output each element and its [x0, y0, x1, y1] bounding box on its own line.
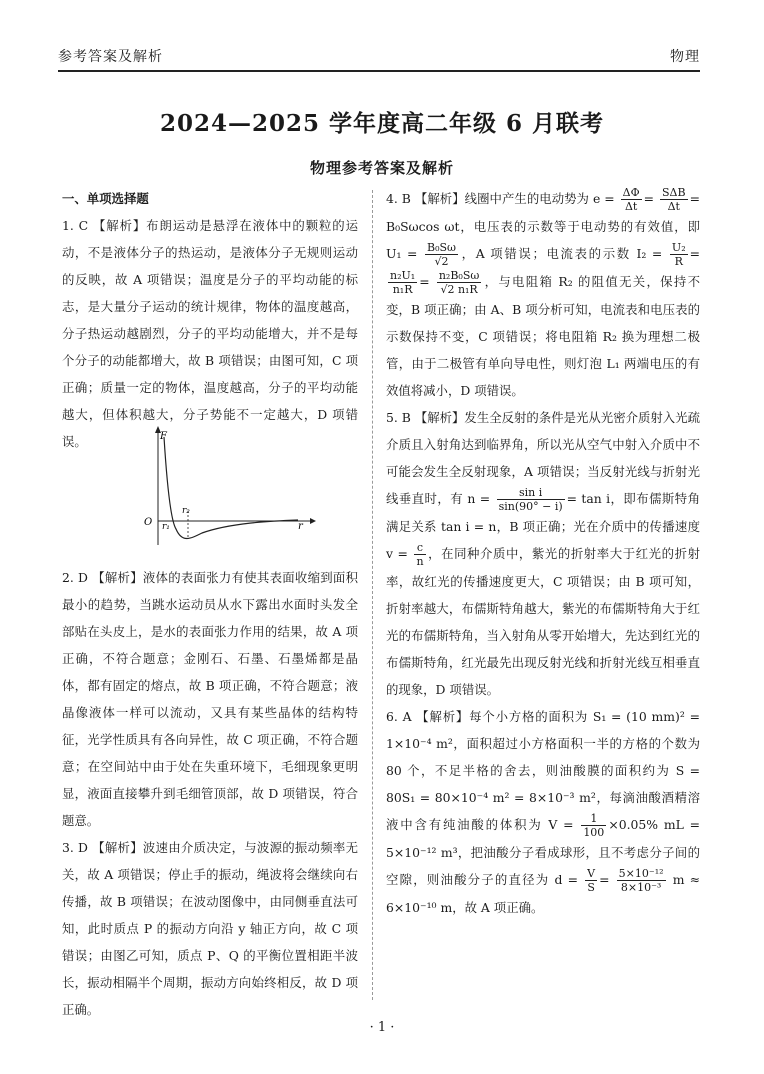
answer-2: 2. D 【解析】液体的表面张力有使其表面收缩到面积最小的趋势，当跳水运动员从水下露出水面时头发全部贴在头皮上，是水的表面张力作用的结果，故 A 项正确，不符合题意；金刚石、石墨、石墨烯都是晶体，都有固定的熔点，故 B 项正确，不符合题意；液晶像液体一样可以流动，又具有某些晶体的结构特征，光学性质具有各向异性，故 C 项正确，不符合题意；在空间站中由于处在失重环境下，毛细现象更明显，液面直接攀升到毛细管顶部，故 D 项错误，符合题意。: [62, 570, 358, 828]
r2-label: r₂: [182, 506, 190, 516]
header-rule: [58, 70, 700, 72]
column-divider: [372, 190, 373, 1000]
origin-label: O: [144, 517, 153, 528]
left-column-lower: [62, 564, 358, 1023]
page-subtitle: 物理参考答案及解析: [309, 159, 454, 177]
answer-1: 1. C 【解析】布朗运动是悬浮在液体中的颗粒的运动，不是液体分子的热运动，是液体分子无规则运动的反映，故 A 项错误；温度是分子的平均动能的标志，是大量分子运动的统计规律，物体的温度越高，分子热运动越剧烈，分子的平均动能增大，并不是每个分子的动能都增大，故 B 项错误；由图可知，C 项正确；质量一定的物体，温度越高，分子的平均动能越大，但体积越大，分子势能不一定越大，D 项错误。: [62, 218, 358, 449]
right-column: [386, 185, 700, 921]
force-distance-graph: [140, 425, 320, 555]
r1-label: r₁: [162, 522, 170, 532]
r-axis-arrow: [310, 518, 316, 524]
r-axis-label: r: [298, 521, 303, 532]
left-column: [62, 185, 358, 455]
section-heading: 一、单项选择题: [62, 191, 149, 206]
page-title: 2024—2025 学年度高二年级 6 月联考: [159, 110, 605, 137]
answer-4: 4. B 【解析】线圈中产生的电动势为 e = $\frac{\Delta\Phi}{\Delta t}$ = SΔB Δt = B₀Sωcos ωt，电压表的示数等于电动势的有效值，即 U₁ = $\frac{\text{B₀Sω}}{√2}$ ，A 项错误；电流表的示数 I₂ = $\frac{\text{U₂}}{R}$ = $\frac{\text{n₂U₁}}{\text{n₁R}}$ = $\frac{\text{n₂B₀Sω}}{\text{√2 n₁R}}$ ，与电阻箱 R₂ 的阻值无关，保持不变，B 项正确；由 A、B 项分析可知，电流表和电压表的示数保持不变，C 项错误；将电阻箱 R₂ 换为理想二极管，由于二极管有单向导电性，则灯泡 L₁ 两端电压的有效值将减小，D 项错误。: [386, 186, 700, 398]
answer-3: 3. D 【解析】波速由介质决定，与波源的振动频率无关，故 A 项错误；停止手的振动，绳波将会继续向右传播，故 B 项错误；在波动图像中，由同侧垂直法可知，此时质点 P 的振动方向沿 y 轴正方向，故 C 项错误；由图乙可知，质点 P、Q 的平衡位置相距半波长，振动相隔半个周期，振动方向始终相反，故 D 项正确。: [62, 840, 358, 1017]
force-curve: [164, 437, 298, 539]
answer-6: 6. A 【解析】每个小方格的面积为 S₁ = (10 mm)² = 1×10⁻⁴ m²，面积超过小方格面积一半的方格的个数为 80 个，不足半格的舍去，则油酸膜的面积约为 S = 80S₁ = 80×10⁻⁴ m² = 8×10⁻³ m²，每滴油酸酒精溶液中含有纯油酸的体积为 V = $\frac{1}{100}$ ×0.05% mL = 5×10⁻¹² m³，把油酸分子看成球形，且不考虑分子间的空隙，则油酸分子的直径为 d = $\frac{V}{S}$ = $\frac{\text{5×10⁻¹²}}{\text{8×10⁻³}}$ m ≈ 6×10⁻¹⁰ m，故 A 项正确。: [386, 709, 700, 915]
header-left: 参考答案及解析: [58, 49, 163, 65]
page-number: · 1 ·: [369, 1020, 395, 1035]
answer-5: 5. B 【解析】发生全反射的条件是光从光密介质射入光疏介质且入射角达到临界角，所以光从空气中射入介质中不可能会发生全反射现象，A 项错误；当反射光线与折射光线垂直时，有 n = $\frac{\text{sin i}}{\sin(90^\circ - i)}$ = tan i，即布儒斯特角满足关系 tan i = n，B 项正确；光在介质中的传播速度 v = $\frac{c}{n}$ ，在同种介质中，紫光的折射率大于红光的折射率，故红光的传播速度更大，C 项错误；由 B 项可知，折射率越大，布儒斯特角越大，紫光的布儒斯特角大于红光的布儒斯特角，当入射角从零开始增大，先达到红光的布儒斯特角，红光最先出现反射光线和折射光线互相垂直的现象，D 项错误。: [386, 410, 700, 697]
f-axis-label: F: [160, 431, 167, 442]
header-right: 物理: [670, 49, 700, 65]
